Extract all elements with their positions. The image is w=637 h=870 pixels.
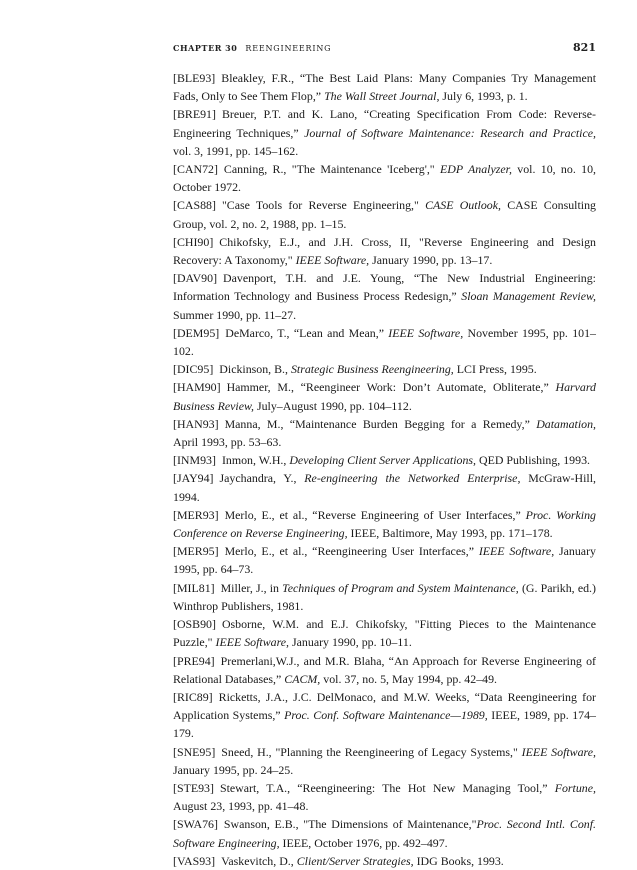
reference-tag: [HAM90] (173, 380, 221, 395)
reference-entry (173, 542, 596, 578)
reference-source-title: Harvard Business Review, (173, 380, 596, 413)
reference-text: Osborne, W.M. and E.J. Chikofsky, "Fitting Pieces to the Maintenance Puzzle," (173, 617, 596, 650)
reference-source-title: Fortune, (554, 780, 596, 795)
reference-text: August 23, 1993, pp. 41–48. (173, 799, 309, 814)
reference-source-title: Proc. Conf. Software Maintenance—1989, (284, 708, 488, 723)
reference-text: Chikofsky, E.J., and J.H. Cross, II, "Reverse Engineering and Design Recovery: A Taxonomy," (173, 234, 596, 268)
reference-source-title: IEEE Software, (521, 744, 596, 759)
reference-tag: [CAS88] (173, 198, 216, 213)
reference-entry (173, 196, 596, 232)
reference-entry (173, 160, 596, 196)
reference-entry (173, 360, 596, 378)
reference-tag: [JAY94] (173, 471, 214, 486)
reference-source-title: Datamation, (536, 416, 596, 431)
reference-text: Hammer, M., “Reengineer Work: Don’t Automate, Obliterate,” (226, 380, 556, 395)
reference-tag: [VAS93] (173, 853, 216, 868)
reference-tag: [SWA76] (173, 817, 218, 832)
reference-text: Stewart, T.A., “Reengineering: The Hot New Managing Tool,” (219, 780, 555, 795)
reference-text: vol. 3, 1991, pp. 145–162. (173, 143, 299, 158)
reference-text: January 1995, pp. 24–25. (173, 762, 294, 777)
reference-entry (173, 105, 596, 160)
reference-text: July–August 1990, pp. 104–112. (254, 398, 412, 413)
reference-entry (173, 233, 596, 269)
reference-text: Inmon, W.H., (221, 453, 290, 468)
reference-source-title: Proc. Working Conference on Reverse Engineering, (173, 507, 596, 541)
reference-tag: [OSB90] (173, 617, 216, 632)
chapter-title: REENGINEERING (245, 44, 332, 53)
reference-tag: [CAN72] (173, 162, 218, 177)
reference-text: IDG Books, 1993. (413, 853, 504, 868)
reference-source-title: Journal of Software Maintenance: Research and Practice, (304, 125, 596, 140)
reference-text: IEEE, Baltimore, May 1993, pp. 171–178. (347, 526, 553, 541)
reference-text: (G. Parikh, ed.) Winthrop Publishers, 1981. (173, 580, 596, 613)
reference-source-title: Techniques of Program and System Maintenance, (282, 580, 519, 595)
reference-tag: [PRE94] (173, 653, 215, 668)
reference-text: Dickinson, B., (219, 362, 291, 377)
reference-source-title: IEEE Software, (295, 253, 370, 268)
reference-source-title: Proc. Second Intl. Conf. Software Engineering, (173, 817, 596, 850)
reference-entry (173, 415, 596, 451)
reference-text: Merlo, E., et al., “Reengineering User Interfaces,” (224, 544, 479, 559)
reference-text: McGraw-Hill, 1994. (173, 471, 596, 504)
reference-text: Premerlani,W.J., and M.R. Blaha, “An Approach for Reverse Engineering of Relational Databases,” (173, 653, 596, 686)
reference-text: Miller, J., in (220, 580, 283, 595)
running-header (173, 41, 596, 55)
chapter-number: 30 (225, 43, 238, 53)
reference-entry (173, 579, 596, 615)
reference-tag: [RIC89] (173, 689, 213, 704)
reference-text: vol. 37, no. 5, May 1994, pp. 42–49. (320, 671, 498, 686)
reference-tag: [DIC95] (173, 362, 214, 377)
reference-text: Jaychandra, Y., (219, 471, 305, 486)
reference-tag: [MER93] (173, 507, 219, 522)
reference-source-title: IEEE Software, (478, 544, 555, 559)
reference-source-title: Client/Server Strategies, (296, 853, 414, 868)
reference-source-title: Strategic Business Reengineering, (290, 362, 454, 377)
reference-text: LCI Press, 1995. (453, 362, 537, 377)
reference-text: Breuer, P.T. and K. Lano, “Creating Specification From Code: Reverse-Engineering Techniques,” (173, 107, 596, 140)
reference-entry (173, 779, 596, 815)
page-number: 821 (573, 41, 596, 54)
reference-text: CASE Consulting Group, vol. 2, no. 2, 1988, pp. 1–15. (173, 198, 596, 231)
reference-entry (173, 324, 596, 360)
reference-text: DeMarco, T., “Lean and Mean,” (225, 325, 389, 340)
reference-entry (173, 506, 596, 542)
reference-tag: [STE93] (173, 780, 214, 795)
reference-text: IEEE, 1989, pp. 174–179. (173, 708, 596, 741)
chapter-label: CHAPTER (173, 43, 223, 53)
reference-entry (173, 378, 596, 414)
reference-entry (173, 269, 596, 324)
reference-text: Canning, R., "The Maintenance 'Iceberg'," (223, 162, 440, 177)
reference-source-title: CASE Outlook, (425, 198, 501, 213)
reference-entry (173, 688, 596, 743)
reference-text: Vaskevitch, D., (221, 853, 297, 868)
reference-source-title: Developing Client Server Applications, (289, 453, 477, 468)
reference-text: Manna, M., “Maintenance Burden Begging for a Remedy,” (224, 416, 537, 431)
reference-list (173, 69, 596, 870)
reference-tag: [BRE91] (173, 107, 216, 122)
reference-text: QED Publishing, 1993. (476, 453, 590, 468)
reference-source-title: EDP Analyzer, (439, 162, 512, 177)
reference-entry (173, 815, 596, 851)
reference-text: IEEE, October 1976, pp. 492–497. (279, 835, 448, 850)
reference-text: Bleakley, F.R., “The Best Laid Plans: Many Companies Try Management Fads, Only to See Them Flop,” (173, 71, 596, 104)
reference-tag: [HAN93] (173, 416, 219, 431)
reference-source-title: CACM, (284, 671, 321, 686)
reference-source-title: IEEE Software, (388, 325, 464, 340)
reference-text: January 1990, pp. 10–11. (289, 635, 412, 650)
reference-entry (173, 615, 596, 651)
chapter-heading (173, 43, 331, 53)
reference-tag: [DAV90] (173, 271, 218, 286)
reference-text: Swanson, E.B., "The Dimensions of Maintenance," (223, 817, 477, 832)
reference-text: vol. 10, no. 10, October 1972. (173, 162, 596, 195)
reference-tag: [DEM95] (173, 325, 220, 340)
reference-text: Merlo, E., et al., “Reverse Engineering of User Interfaces,” (224, 507, 526, 522)
reference-entry (173, 469, 596, 505)
reference-text: Sneed, H., "Planning the Reengineering of Legacy Systems," (221, 744, 522, 759)
reference-text: July 6, 1993, p. 1. (439, 89, 528, 104)
reference-source-title: Re-engineering the Networked Enterprise, (304, 471, 521, 486)
reference-entry (173, 451, 596, 469)
reference-tag: [MIL81] (173, 580, 215, 595)
reference-text: Davenport, T.H. and J.E. Young, “The New Industrial Engineering: Information Technology and Business Process Redesign,” (173, 271, 596, 304)
reference-tag: [CHI90] (173, 234, 214, 249)
reference-entry (173, 743, 596, 779)
reference-text: April 1993, pp. 53–63. (173, 435, 282, 450)
reference-text: Ricketts, J.A., J.C. DelMonaco, and M.W. Weeks, “Data Reengineering for Application Systems,” (173, 689, 596, 723)
reference-entry (173, 852, 596, 870)
reference-source-title: Sloan Management Review, (461, 289, 596, 304)
reference-text: January 1995, pp. 64–73. (173, 544, 596, 577)
reference-entry (173, 69, 596, 105)
reference-text: January 1990, pp. 13–17. (369, 253, 493, 268)
reference-tag: [INM93] (173, 453, 216, 468)
reference-entry (173, 652, 596, 688)
reference-source-title: The Wall Street Journal, (324, 89, 440, 104)
reference-tag: [SNE95] (173, 744, 216, 759)
reference-text: November 1995, pp. 101–102. (173, 325, 596, 359)
reference-tag: [BLE93] (173, 71, 216, 85)
reference-text: "Case Tools for Reverse Engineering," (221, 198, 426, 213)
reference-text: Summer 1990, pp. 11–27. (173, 307, 297, 322)
reference-tag: [MER95] (173, 544, 219, 559)
reference-source-title: IEEE Software, (215, 635, 290, 650)
